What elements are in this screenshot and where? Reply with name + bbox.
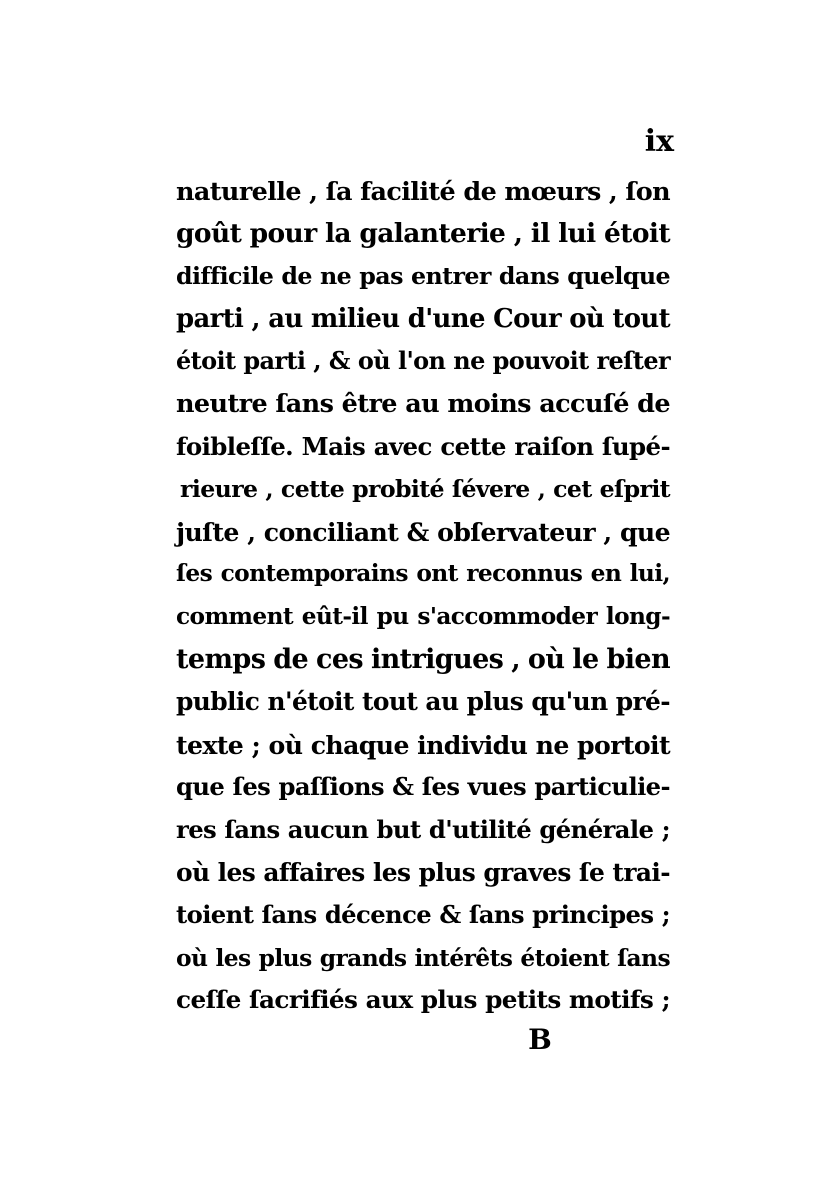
text-line: goût pour la galanterie , il lui étoit xyxy=(176,217,670,249)
signature-mark: B xyxy=(528,1023,552,1056)
text-line: ſes contemporains ont reconnus en lui, xyxy=(176,560,670,588)
text-line: public n'étoit tout au plus qu'un pré- xyxy=(176,687,670,717)
text-line: que ſes paſſions & ſes vues particulie- xyxy=(176,772,670,802)
text-line: juſte , conciliant & obſervateur , que xyxy=(176,516,670,547)
text-line: rieure , cette probité ſévere , cet eſprit xyxy=(180,475,670,504)
text-line: foibleſſe. Mais avec cette raiſon ſupé- xyxy=(176,431,670,461)
body-text xyxy=(176,170,670,1022)
text-line: où les plus grands intérêts étoient ſans xyxy=(176,943,670,972)
text-line: neutre ſans être au moins accuſé de xyxy=(176,388,670,419)
text-line: ceſſe ſacrifiés aux plus petits motifs ; xyxy=(176,985,670,1015)
text-line: texte ; où chaque individu ne portoit xyxy=(176,729,670,760)
text-line: où les affaires les plus graves ſe trai- xyxy=(176,857,670,887)
text-line: difficile de ne pas entrer dans quelque xyxy=(176,262,670,291)
text-line: toient ſans décence & ſans principes ; xyxy=(176,900,670,930)
text-line: comment eût-il pu s'accommoder long- xyxy=(176,602,670,630)
text-line: temps de ces intrigues , où le bien xyxy=(176,643,670,675)
text-line: étoit parti , & où l'on ne pouvoit reſter xyxy=(176,347,670,376)
text-line: parti , au milieu d'une Cour où tout xyxy=(176,303,670,334)
page-number: ix xyxy=(644,124,674,159)
text-line: naturelle , ſa facilité de mœurs , ſon xyxy=(176,176,670,206)
text-line: res ſans aucun but d'utilité générale ; xyxy=(176,814,670,844)
